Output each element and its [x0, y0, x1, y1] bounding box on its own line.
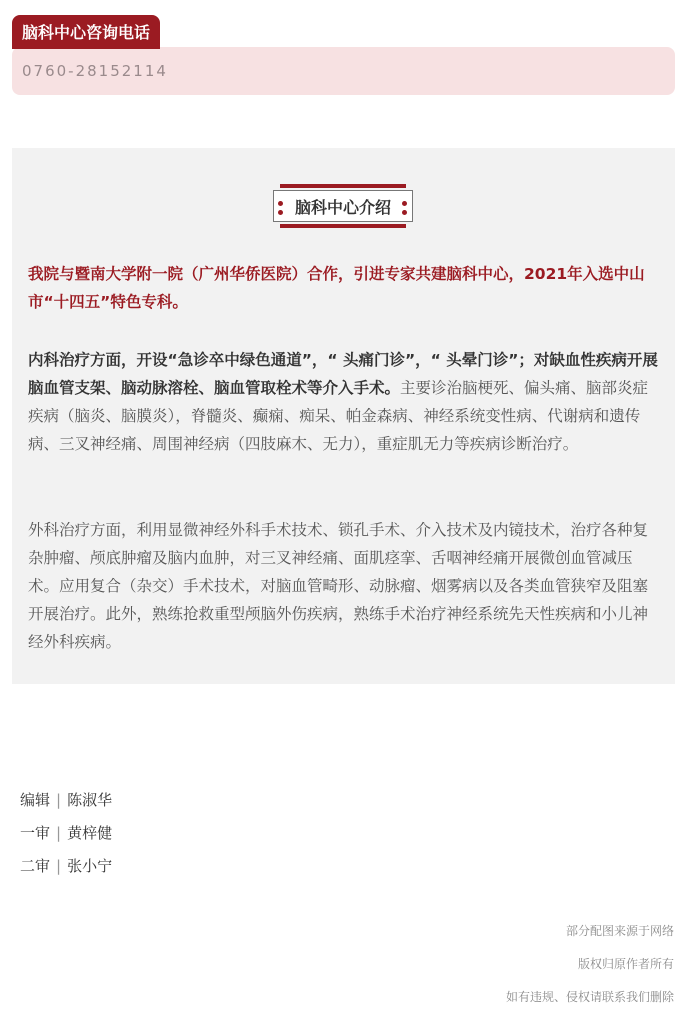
credit-name: 黄梓健	[67, 824, 113, 842]
credit-second-review	[20, 852, 112, 885]
title-box	[273, 190, 413, 222]
decor-dots-right	[402, 201, 408, 215]
intro-section	[12, 148, 675, 684]
consult-hotline	[12, 15, 675, 95]
credit-separator: |	[56, 857, 62, 875]
note-copyright: 版权归原作者所有	[577, 957, 674, 971]
credit-editor	[20, 786, 112, 819]
section-title-badge	[270, 184, 416, 228]
credit-role: 一审	[20, 824, 51, 842]
copyright-notes	[506, 920, 674, 1019]
internal-medicine-highlight: 内科治疗方面，开设“急诊卒中绿色通道”，“ 头痛门诊”，“ 头晕门诊”；对缺血性疾病开展脑血管支架、脑动脉溶栓、脑血管取栓术等介入手术。	[28, 351, 658, 397]
decor-dots-left	[278, 201, 284, 215]
note-takedown: 如有违规、侵权请联系我们删除	[505, 990, 674, 1004]
section-title: 脑科中心介绍	[294, 197, 391, 217]
credit-name: 陈淑华	[67, 791, 113, 809]
credit-separator: |	[56, 791, 62, 809]
internal-medicine-details: 主要诊治脑梗死、偏头痛、脑部炎症疾病（脑炎、脑膜炎），脊髓炎、癫痫、痴呆、帕金森病、神经系统变性病、代谢病和遗传病、三叉神经痛、周围神经病（四肢麻木、无力），重症肌无力等疾病诊断治疗。	[28, 379, 649, 453]
credits-block	[20, 786, 112, 885]
hotline-phone[interactable]: 0760-28152114	[12, 47, 675, 95]
intro-paragraph-surgery: 外科治疗方面，利用显微神经外科手术技术、锁孔手术、介入技术及内镜技术，治疗各种复杂肿瘤、颅底肿瘤及脑内血肿，对三叉神经痛、面肌痉挛、舌咽神经痛开展微创血管减压术。应用复合（杂交）手术技术，对脑血管畸形、动脉瘤、烟雾病以及各类血管狭窄及阻塞开展治疗。此外，熟练抢救重型颅脑外伤疾病，熟练手术治疗神经系统先天性疾病和小儿神经外科疾病。	[28, 521, 649, 651]
intro-paragraph-partnership: 我院与暨南大学附一院（广州华侨医院）合作，引进专家共建脑科中心，2021年入选中山市“十四五”特色专科。	[28, 265, 645, 311]
credit-first-review	[20, 819, 112, 852]
credit-separator: |	[56, 824, 62, 842]
credit-role: 编辑	[20, 791, 51, 809]
title-bar-bottom	[280, 224, 406, 228]
title-bar-top	[280, 184, 406, 188]
intro-paragraph-internal-medicine	[28, 346, 662, 458]
note-image-source: 部分配图来源于网络	[565, 924, 674, 938]
credit-role: 二审	[20, 857, 51, 875]
credit-name: 张小宁	[67, 857, 113, 875]
hotline-label: 脑科中心咨询电话	[12, 15, 160, 49]
